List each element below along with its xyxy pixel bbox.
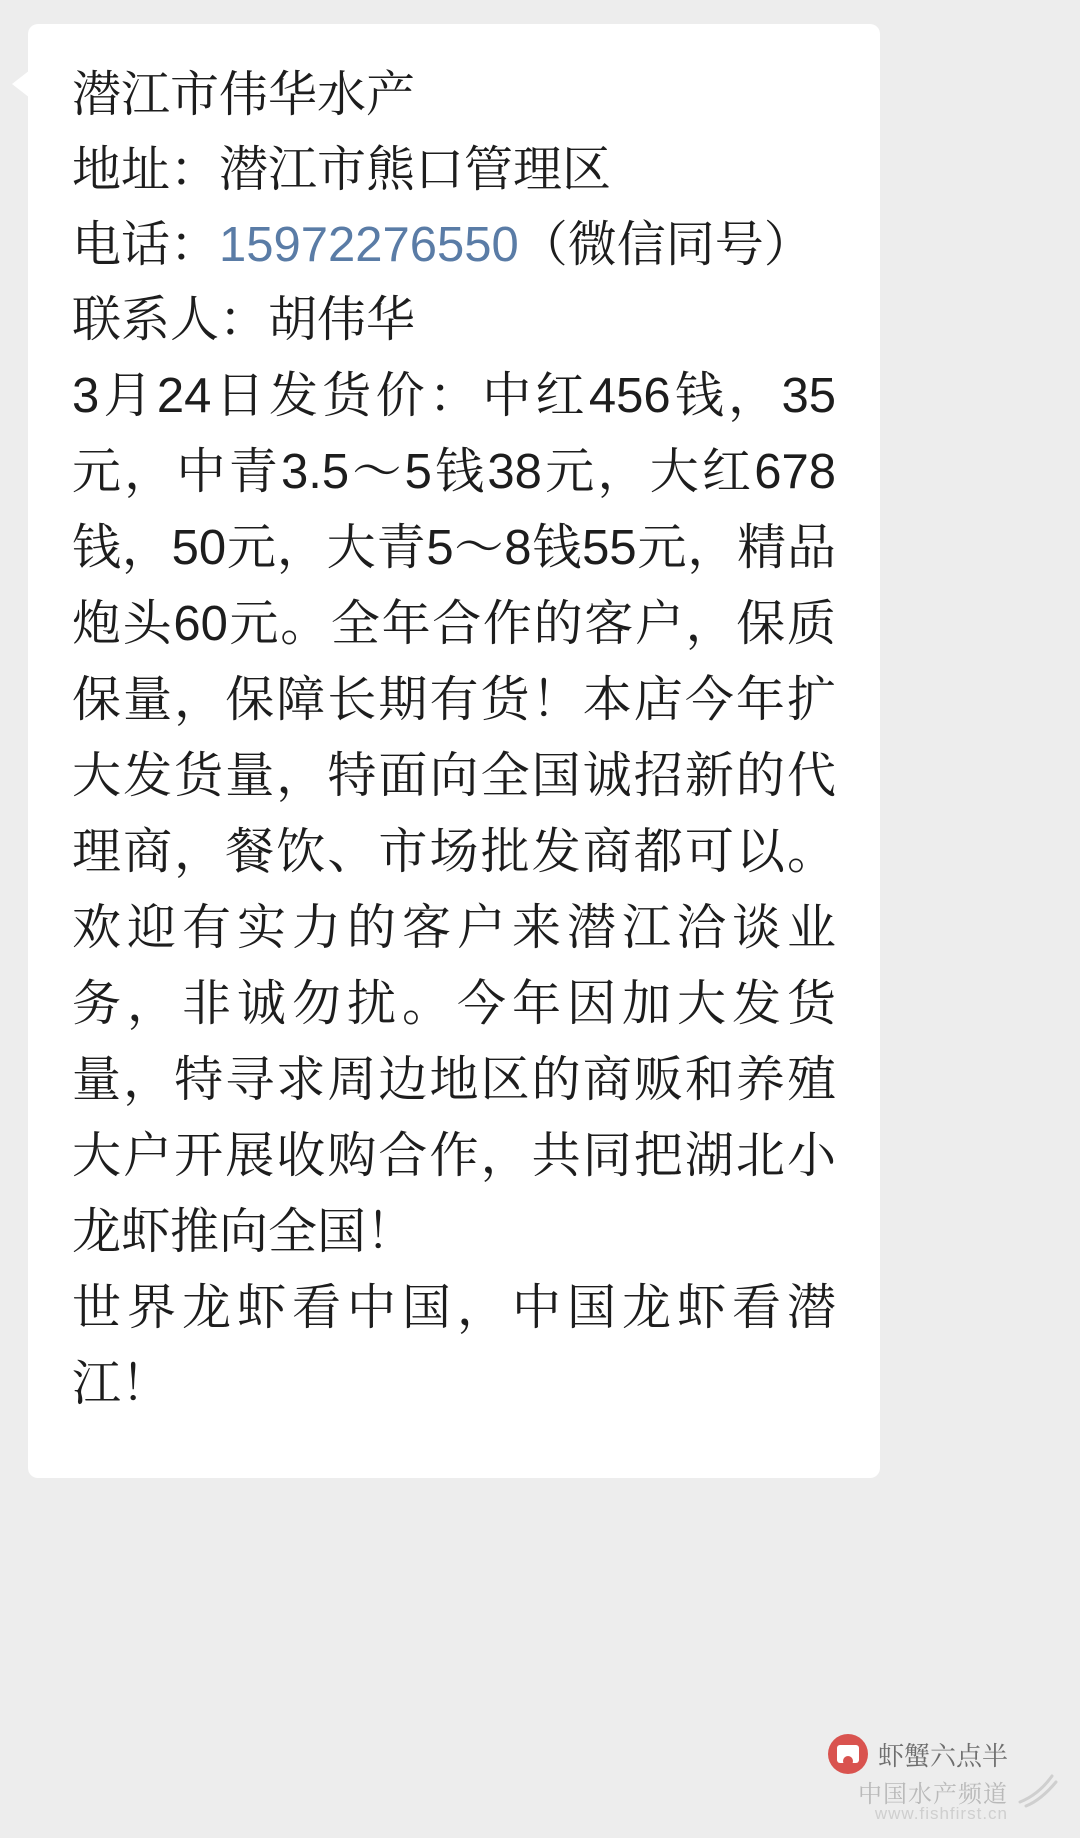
watermark-site: www.fishfirst.cn	[874, 1804, 1008, 1823]
address-line	[72, 133, 836, 208]
phone-line	[72, 208, 836, 283]
message-bubble-container	[28, 24, 1050, 1478]
watermark	[730, 1722, 1060, 1832]
watermark-account-name: 虾蟹六点半	[877, 1740, 1008, 1771]
contact-label: 联系人：	[72, 293, 269, 347]
watermark-channel: 中国水产频道	[858, 1781, 1008, 1808]
phone-label: 电话：	[72, 218, 220, 272]
swoosh-icon	[1016, 1768, 1060, 1812]
address-label: 地址：	[72, 143, 220, 197]
phone-number-link[interactable]: 15972276550	[219, 218, 519, 272]
message-bubble[interactable]	[28, 24, 880, 1478]
contact-value: 胡伟华	[268, 293, 416, 347]
message-closing: 世界龙虾看中国，中国龙虾看潜江！	[72, 1281, 836, 1411]
watermark-account	[828, 1734, 1008, 1774]
phone-suffix: （微信同号）	[518, 218, 813, 272]
shop-title: 潜江市伟华水产	[72, 68, 416, 122]
crab-logo-icon	[828, 1734, 868, 1774]
bubble-tail-icon	[12, 70, 30, 98]
message-body: 3月24日发货价：中红456钱，35元，中青3.5～5钱38元，大红678钱，50元，大青5～8钱55元，精品炮头60元。全年合作的客户，保质保量，保障长期有货！本店今年扩大发货量，特面向全国诚招新的代理商，餐饮、市场批发商都可以。欢迎有实力的客户来潜江洽谈业务，非诚勿扰。今年因加大发货量，特寻求周边地区的商贩和养殖大户开展收购合作，共同把湖北小龙虾推向全国！	[72, 369, 836, 1259]
address-value: 潜江市熊口管理区	[219, 143, 612, 197]
contact-line	[72, 283, 836, 358]
